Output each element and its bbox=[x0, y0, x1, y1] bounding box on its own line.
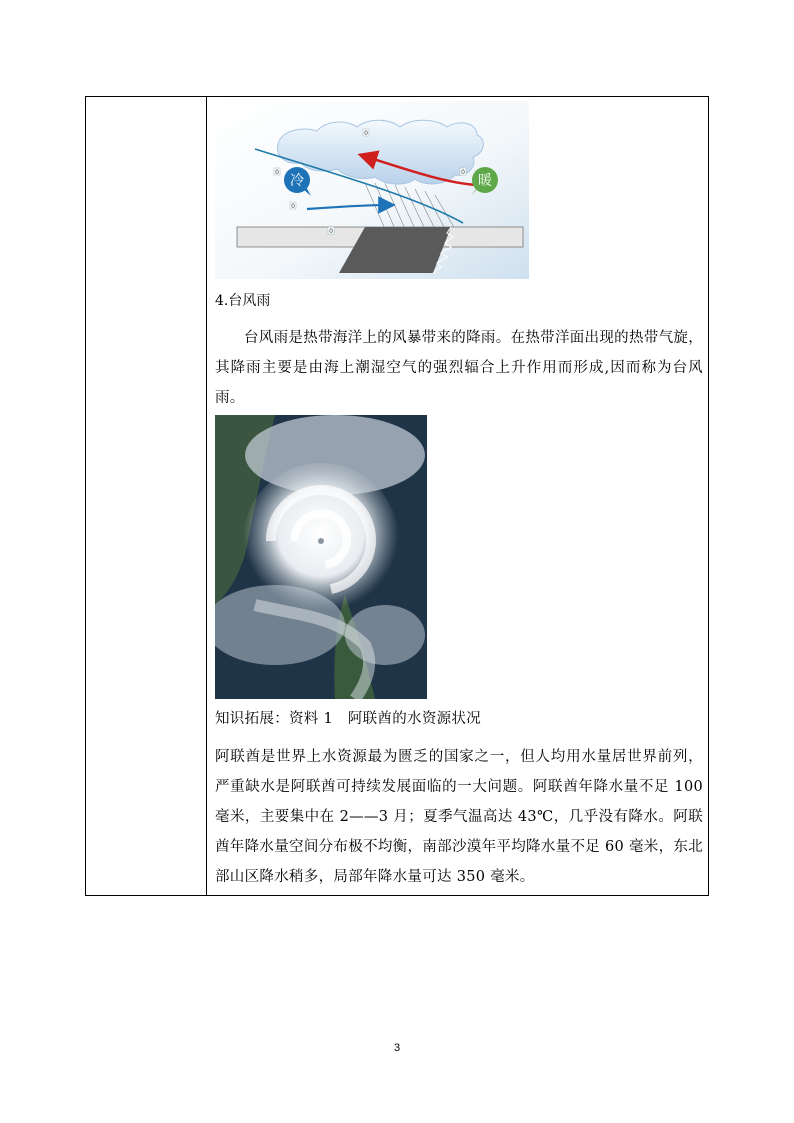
placeholder-mark: 0 bbox=[329, 228, 333, 235]
uae-water-paragraph: 阿联酋是世界上水资源最为匮乏的国家之一，但人均用水量居世界前列，严重缺水是阿联酋可持续发展面临的一大问题。阿联酋年降水量不足 100 毫米，主要集中在 2——3 月；夏季气温高达 43℃，几乎没有降水。阿联酋年降水量空间分布极不均衡，南部沙漠年平均降水量不足 60 毫米，东北部山区降水稍多，局部年降水量可达 350 毫米。 bbox=[215, 749, 703, 885]
typhoon-satellite-image bbox=[215, 415, 427, 699]
frontal-rain-diagram bbox=[215, 101, 529, 279]
placeholder-mark: 0 bbox=[275, 169, 279, 176]
column-divider bbox=[206, 97, 207, 895]
placeholder-mark: 0 bbox=[364, 130, 368, 137]
cold-label: 冷 bbox=[290, 173, 304, 189]
content-table bbox=[85, 96, 709, 896]
content-cell bbox=[215, 97, 703, 895]
knowledge-title: 知识拓展：资料 1 阿联酋的水资源状况 bbox=[215, 711, 482, 727]
warm-label: 暖 bbox=[478, 173, 492, 189]
page-number: 3 bbox=[393, 1042, 401, 1054]
placeholder-mark: 0 bbox=[461, 169, 465, 176]
placeholder-mark: 0 bbox=[291, 203, 295, 210]
section-heading: 4.台风雨 bbox=[215, 293, 271, 309]
typhoon-rain-paragraph: 台风雨是热带海洋上的风暴带来的降雨。在热带洋面出现的热带气旋，其降雨主要是由海上潮湿空气的强烈辐合上升作用而形成,因而称为台风雨。 bbox=[215, 330, 703, 406]
